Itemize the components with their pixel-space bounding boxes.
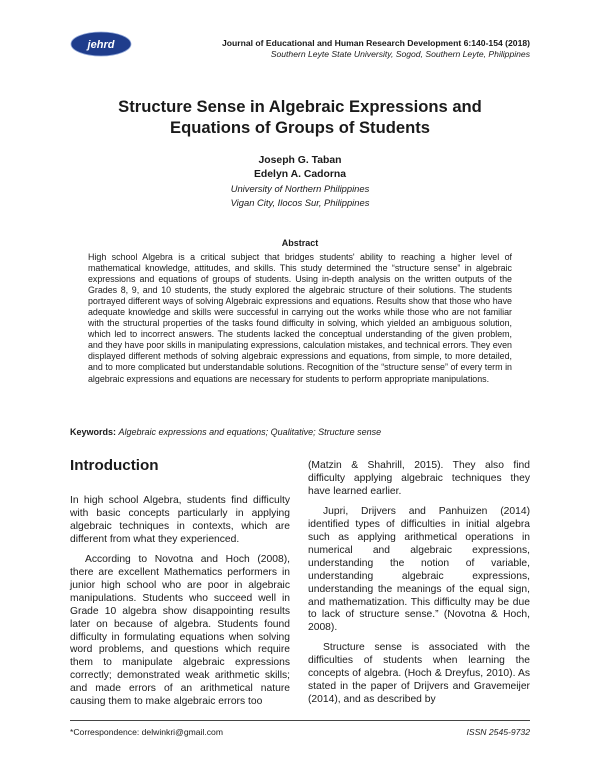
institution-line-1: University of Northern Philippines — [230, 183, 370, 194]
institution-line-2: Vigan City, Ilocos Sur, Philippines — [230, 197, 370, 208]
paragraph: Jupri, Drijvers and Panhuizen (2014) identified types of difficulties in initial algebra such as applying arithmetical operations in numerical and algebraic expressions, understanding the notion of variable, understanding algebraic expressions, understanding the meanings of the equal sign, and mathematization. This difficulty may be due to lack of structure sense.” (Novotna & Hoch, 2008). — [308, 505, 530, 634]
right-column — [308, 460, 530, 707]
left-column — [70, 495, 290, 709]
journal-citation: Journal of Educational and Human Research Development 6:140-154 (2018) — [221, 38, 530, 48]
title-line-2: Equations of Groups of Students — [170, 118, 430, 137]
footer-divider — [70, 720, 530, 721]
journal-affiliation: Southern Leyte State University, Sogod, Southern Leyte, Philippines — [270, 49, 530, 59]
keywords-label: Keywords: — [70, 427, 117, 437]
abstract-heading: Abstract — [281, 238, 319, 248]
paragraph: Structure sense is associated with the difficulties of students when learning the concepts of algebra. (Hoch & Dreyfus, 2010). As stated in the paper of Drijvers and Gravemeijer (2014), and as described by — [308, 642, 530, 706]
paragraph: According to Novotna and Hoch (2008), there are excellent Mathematics performers in junior high school who are poor in algebraic manipulations. Students who succeed well in Grade 10 algebra show disappointing results later on because of algebra. Students found difficulty in formulating equations when solving word problems, and questions which require them to manipulate algebraic expressions correctly; demonstrated weak arithmetic skills; and made errors of an arithmetical nature causing them to make algebraic errors too — [70, 553, 290, 708]
paper-title — [60, 96, 540, 138]
keywords — [70, 427, 530, 437]
journal-logo — [70, 31, 132, 57]
author-2: Edelyn A. Cadorna — [254, 169, 346, 180]
paragraph: (Matzin & Shahrill, 2015). They also find difficulty applying algebraic techniques they have learned earlier. — [308, 460, 530, 497]
logo-text: jehrd — [87, 39, 115, 51]
abstract-body: High school Algebra is a critical subject that bridges students' ability to reaching a higher level of mathematical knowledge, attitudes, and skills. This study determined the “structure sense” in algebraic expressions and equations of groups of students. Using in-depth analysis on the written outputs of the Grades 8, 9, and 10 students, the study explored the algebraic structure of their solutions. The students portrayed different ways of solving Algebraic expressions and equations. Results show that those who have adequate knowledge and skills were successful in carrying out the works while those who are not familiar with the structural properties of the tasks found difficulty in solving, which yielded an ambiguous solution, which led to incorrect answers. The students lacked the conceptual understanding of the given problem, and they have poor skills in manipulating expressions, calculation mistakes, and technical errors. They even displayed different methods of solving algebraic expressions and equations, from simple, to more detailed, and to more complicated but understandable solutions. Recognition of the “structure sense” of every term in algebraic expressions and equations are necessary for students to perform appropriate manipulations. — [88, 252, 512, 384]
section-heading-introduction: Introduction — [70, 457, 159, 474]
title-line-1: Structure Sense in Algebraic Expressions and — [118, 97, 482, 116]
paragraph: In high school Algebra, students find difficulty with basic concepts particularly in applying algebraic techniques in contexts, which are different from what they experienced. — [70, 495, 290, 545]
footer-correspondence: *Correspondence: delwinkri@gmail.com — [70, 727, 223, 737]
keywords-text: Algebraic expressions and equations; Qualitative; Structure sense — [118, 427, 382, 437]
footer-issn: ISSN 2545-9732 — [466, 727, 530, 737]
author-1: Joseph G. Taban — [258, 155, 342, 166]
